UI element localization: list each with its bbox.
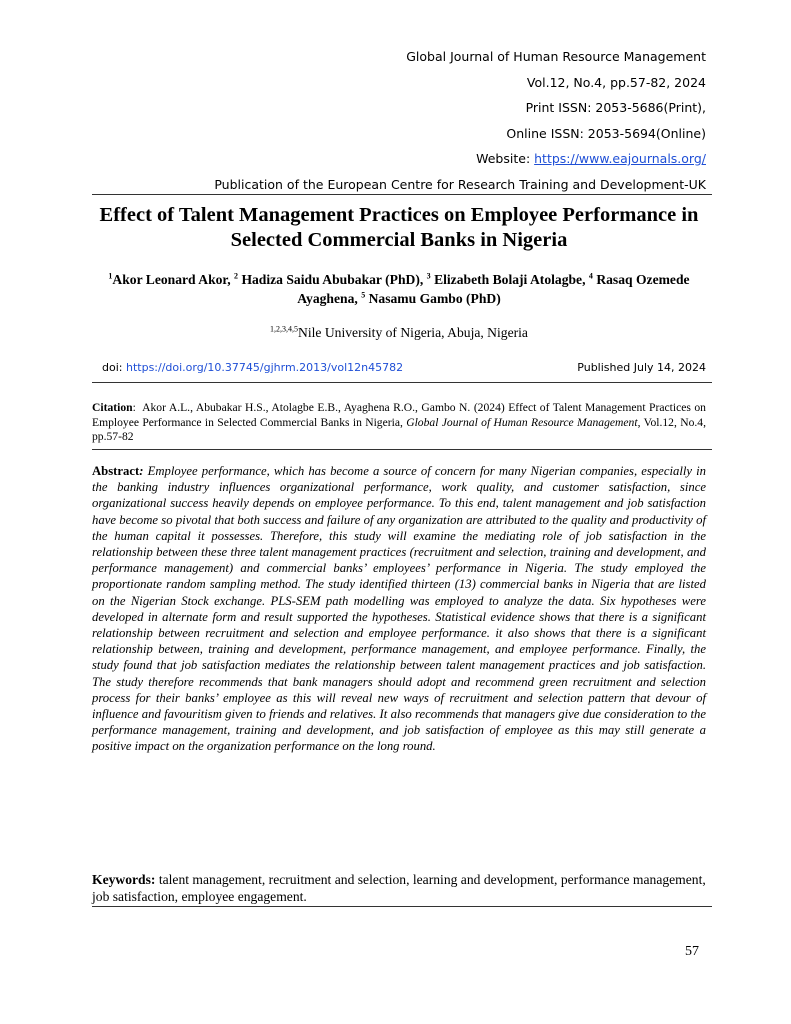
author-number: 5	[361, 290, 366, 300]
author-number: 3	[426, 271, 431, 281]
author-number: 4	[588, 271, 593, 281]
keywords-label: Keywords:	[92, 872, 156, 887]
author-name: Nasamu Gambo (PhD)	[368, 291, 501, 306]
citation-text: Akor A.L., Abubakar H.S., Atolagbe E.B., Ayaghena R.O., Gambo N. (2024) Effect of Talent Management Practices on Employee Performance in Selected Commercial Banks in Nigeria,	[92, 401, 706, 429]
header-divider	[92, 194, 712, 195]
citation-journal: Global Journal of Human Resource Management	[406, 415, 638, 429]
abstract-label: Abstract	[92, 464, 140, 478]
abstract-text: Employee performance, which has become a source of concern for many Nigerian companies, especially in the banking industry influences organizational performance, work quality, and customer satisfaction, since organizational success heavily depends on employee performance. To this end, talent management and job satisfaction have become so pivotal that both success and failure of any organization are attributed to the quality and productivity of the human capital it possesses. Therefore, this study will examine the mediating role of job satisfaction in the relationship between these three talent management practices (recruitment and selection, training and development, and performance management) and commercial banks’ employees’ performance in Nigeria. The study employed the proportionate random sampling method. The study identified thirteen (13) commercial banks in Nigeria that are listed on the Nigerian Stock exchange. PLS-SEM path modelling was employed to analyze the data. Six hypotheses were developed in alternate form and result supported the hypotheses. Statistical evidence shows that there is a significant relationship between recruitment and selection and employee performance. it also shows that there is a significant relationship between, training and development, performance management, and employee performance. Finally, the study found that job satisfaction mediates the relationship between talent management practices and job satisfaction. The study therefore recommends that bank managers should adopt and recommend green recruitment and selection process for their banks’ employee as this will reveal new ways of recruitment and selection pattern that devour of influence and favouritism given to friends and relatives. It also recommends that managers give due consideration to the performance management, training and development, and job satisfaction of employee as this may still generate a positive impact on the organization performance on the long round.	[92, 464, 707, 754]
author	[108, 272, 230, 287]
publisher-line: Publication of the European Centre for Research Training and Development-UK	[214, 176, 706, 192]
keywords-divider	[92, 906, 712, 907]
author	[427, 272, 586, 287]
doi-label: doi:	[102, 361, 126, 374]
author	[361, 291, 501, 306]
page-number: 57	[685, 944, 699, 959]
author-name: Hadiza Saidu Abubakar (PhD),	[241, 272, 424, 287]
website-label: Website:	[476, 151, 535, 166]
author	[234, 272, 423, 287]
author-name: Elizabeth Bolaji Atolagbe,	[434, 272, 586, 287]
doi-divider	[92, 382, 712, 383]
doi	[102, 361, 403, 374]
citation-divider	[92, 449, 712, 450]
author-list	[92, 270, 706, 308]
online-issn: Online ISSN: 2053-5694(Online)	[506, 125, 706, 141]
author-number: 2	[234, 271, 239, 281]
journal-volume: Vol.12, No.4, pp.57-82, 2024	[526, 74, 706, 90]
keywords	[92, 871, 706, 905]
journal-header	[92, 44, 706, 197]
author-name: Akor Leonard Akor,	[112, 272, 231, 287]
print-issn: Print ISSN: 2053-5686(Print),	[525, 100, 706, 115]
doi-link[interactable]: https://doi.org/10.37745/gjhrm.2013/vol12n45782	[125, 361, 404, 374]
doi-row	[102, 361, 706, 377]
paper-title: Effect of Talent Management Practices on Employee Performance in Selected Commercial Banks in Nigeria	[99, 204, 699, 251]
citation: Citation: Akor A.L., Abubakar H.S., Atolagbe E.B., Ayaghena R.O., Gambo N. (2024) Effect of Talent Management Practices on Employee Performance in Selected Commercial Banks in Nigeria, Global Journal of Human Resource Management, Vol.12, No.4, pp.57-82	[92, 401, 706, 443]
keywords-text: talent management, recruitment and selection, learning and development, performance management, job satisfaction, employee engagement.	[92, 872, 706, 904]
affiliation-numbers: 1,2,3,4,5	[270, 324, 299, 334]
citation-label: Citation	[92, 401, 133, 414]
affiliation	[92, 325, 706, 341]
journal-name: Global Journal of Human Resource Management	[406, 49, 706, 64]
citation-tail: , Vol.12, No.4, pp.57-82	[92, 415, 706, 443]
affiliation-name: Nile University of Nigeria, Abuja, Nigeria	[298, 325, 528, 340]
website-line	[92, 146, 706, 172]
abstract: Abstract: Employee performance, which has become a source of concern for many Nigerian companies, especially in the banking industry influences organizational performance, work quality, and customer satisfaction, since organizational success heavily depends on employee performance. To this end, talent management and job satisfaction have become so pivotal that both success and failure of any organization are attributed to the quality and productivity of the human capital it possesses. Therefore, this study will examine the mediating role of job satisfaction in the relationship between these three talent management practices (recruitment and selection, training and development, and performance management) and commercial banks’ employees’ performance in Nigeria. The study employed the proportionate random sampling method. The study identified thirteen (13) commercial banks in Nigeria that are listed on the Nigerian Stock exchange. PLS-SEM path modelling was employed to analyze the data. Six hypotheses were developed in alternate form and result supported the hypotheses. Statistical evidence shows that there is a significant relationship between recruitment and selection and employee performance. it also shows that there is a significant relationship between, training and development, performance management, and employee performance. Finally, the study found that job satisfaction mediates the relationship between talent management practices and job satisfaction. The study therefore recommends that bank managers should adopt and recommend green recruitment and selection process for their banks’ employee as this will reveal new ways of recruitment and selection pattern that devour of influence and favouritism given to friends and relatives. It also recommends that managers give due consideration to the performance management, training and development, and job satisfaction of employee as this may still generate a positive impact on the organization performance on the long round.	[92, 464, 707, 754]
published-date: Published July 14, 2024	[577, 361, 706, 374]
author-name: Rasaq Ozemede Ayaghena,	[297, 272, 690, 306]
website-link[interactable]: https://www.eajournals.org/	[534, 151, 706, 166]
author-number: 1	[108, 271, 113, 281]
